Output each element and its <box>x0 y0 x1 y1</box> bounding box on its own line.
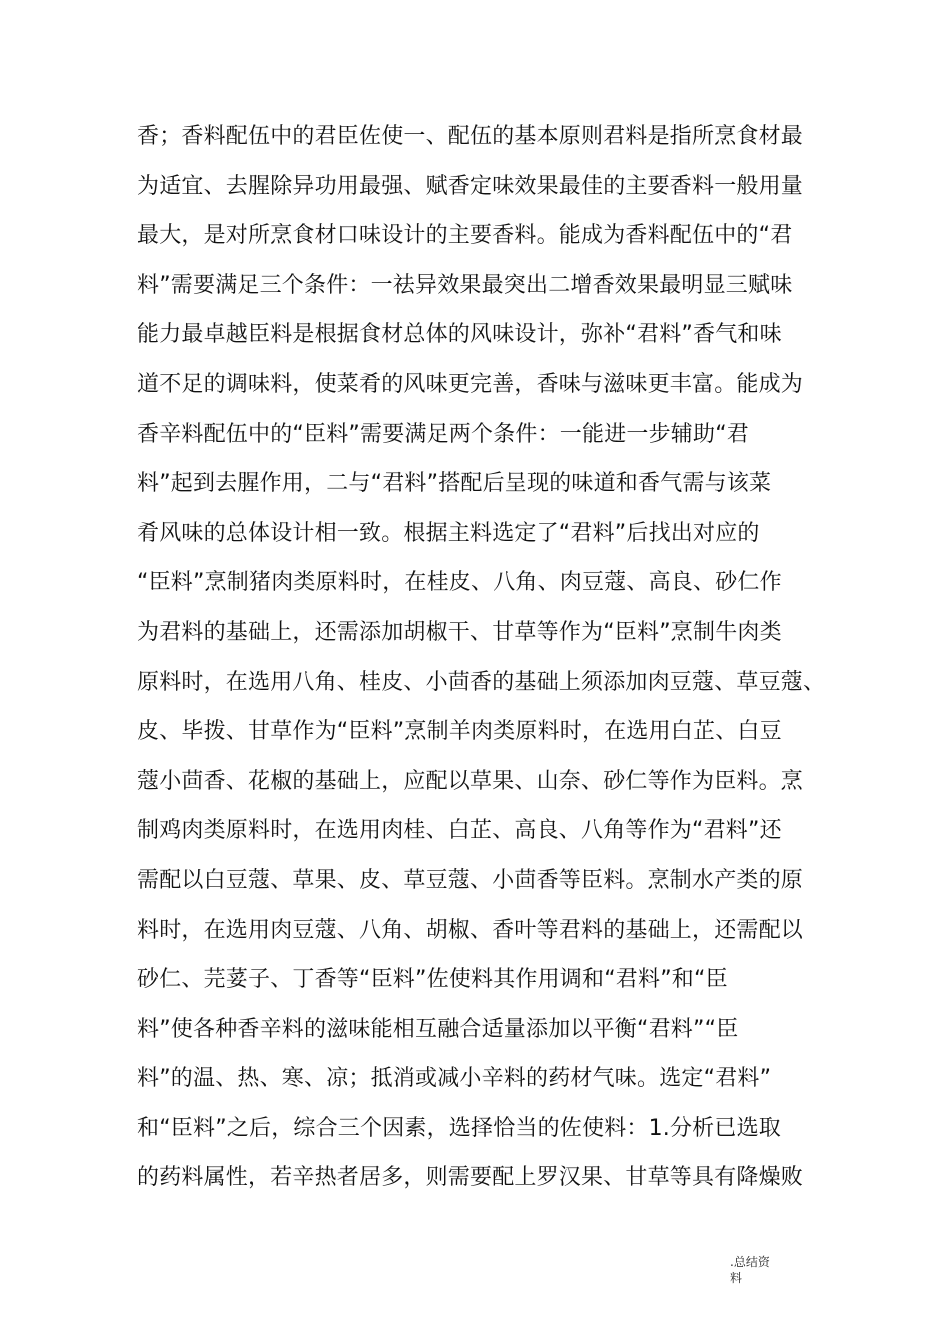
text-line: 为君料的基础上，还需添加胡椒干、甘草等作为“臣料”烹制牛肉类 <box>137 619 782 645</box>
text-line: 料”的温、热、寒、凉；抵消或减小辛料的药材气味。选定“君料” <box>137 1066 772 1092</box>
text-line: 料”需要满足三个条件：一祛异效果最突出二增香效果最明显三赋味 <box>137 272 793 298</box>
text-line: 料”起到去腥作用，二与“君料”搭配后呈现的味道和香气需与该菜 <box>137 471 772 497</box>
footer-line-1: .总结资 <box>730 1255 770 1269</box>
text-line: 皮、毕拨、甘草作为“臣料”烹制羊肉类原料时，在选用白芷、白豆 <box>137 719 782 745</box>
text-line: 能力最卓越臣料是根据食材总体的风味设计，弥补“君料”香气和味 <box>137 322 782 348</box>
text-line: 原料时，在选用八角、桂皮、小茴香的基础上须添加肉豆蔻、草豆蔻、 <box>137 669 826 695</box>
text-line: 砂仁、芫荽子、丁香等“臣料”佐使料其作用调和“君料”和“臣 <box>137 967 728 993</box>
text-line: “臣料”烹制猪肉类原料时，在桂皮、八角、肉豆蔻、高良、砂仁作 <box>137 570 782 596</box>
text-line: 肴风味的总体设计相一致。根据主料选定了“君料”后找出对应的 <box>137 520 760 546</box>
text-line: 料”使各种香辛料的滋味能相互融合适量添加以平衡“君料”“臣 <box>137 1016 739 1042</box>
text-line: 香辛料配伍中的“臣料”需要满足两个条件：一能进一步辅助“君 <box>137 421 749 447</box>
text-line: 和“臣料”之后，综合三个因素，选择恰当的佐使料：1.分析已选取 <box>137 1115 781 1141</box>
text-line: 需配以白豆蔻、草果、皮、草豆蔻、小茴香等臣料。烹制水产类的原 <box>137 867 804 893</box>
body-text <box>137 112 827 1203</box>
text-line: 蔻小茴香、花椒的基础上，应配以草果、山奈、砂仁等作为臣料。烹 <box>137 768 804 794</box>
text-line: 为适宜、去腥除异功用最强、赋香定味效果最佳的主要香料一般用量 <box>137 173 804 199</box>
footer-note <box>730 1254 770 1286</box>
text-line: 最大，是对所烹食材口味设计的主要香料。能成为香料配伍中的“君 <box>137 223 793 249</box>
text-line: 的药料属性，若辛热者居多，则需要配上罗汉果、甘草等具有降燥败 <box>137 1165 804 1191</box>
footer-line-2: 料 <box>730 1271 743 1285</box>
text-line: 料时，在选用肉豆蔻、八角、胡椒、香叶等君料的基础上，还需配以 <box>137 917 804 943</box>
text-line: 制鸡肉类原料时，在选用肉桂、白芷、高良、八角等作为“君料”还 <box>137 818 782 844</box>
text-line: 香；香料配伍中的君臣佐使一、配伍的基本原则君料是指所烹食材最 <box>137 124 804 149</box>
text-line: 道不足的调味料，使菜肴的风味更完善，香味与滋味更丰富。能成为 <box>137 371 804 397</box>
